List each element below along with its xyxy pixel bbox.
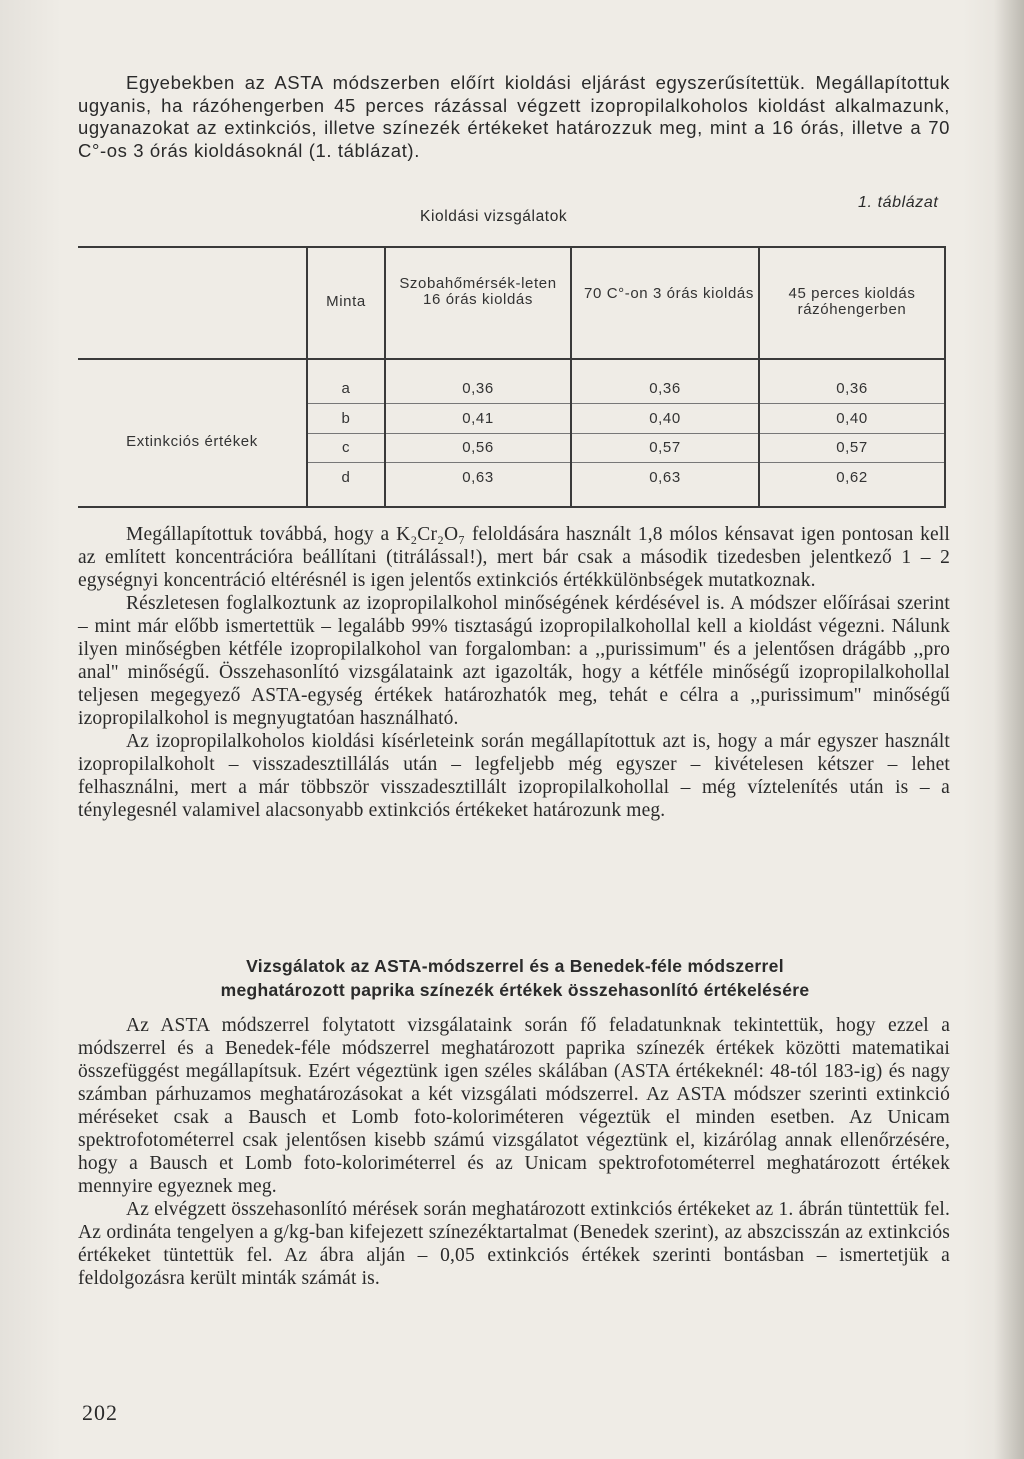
table-cell: a xyxy=(341,380,351,397)
col-divider xyxy=(570,246,572,508)
paragraph: Az elvégzett összehasonlító mérések során meghatározott extinkciós értékeket az 1. ábrán tüntettük fel. Az ordináta tengelyen a g/kg-ban kifejezett színezéktartalmat (Benedek szerint), az abszcisszán az extinkciós értékeket tüntettük fel. Az ábra alján – 0,05 extinkciós értékek szerinti bontásban – ismertetjük a feldolgozásra került minták számát is. xyxy=(78,1199,950,1289)
table-cell: 0,57 xyxy=(836,439,868,456)
table-cell: 0,36 xyxy=(649,380,681,397)
paragraph: Az izopropilalkoholos kioldási kísérleteink során megállapítottuk azt is, hogy a már egyszer használt izopropilalkoholt – visszadesztillálás után – legfeljebb még egyszer – kivételesen kétszer – lehet felhasználni, mert a már többször visszadesztillált izopropilalkohollal – még víztelenítés után is – a ténylegesnél valamivel alacsonyabb extinkciós értékeket határozunk meg. xyxy=(78,731,950,821)
table-cell: 0,63 xyxy=(462,469,494,486)
section-heading xyxy=(100,954,930,1002)
table-cell: 0,63 xyxy=(649,469,681,486)
table-cell: 0,41 xyxy=(462,410,494,427)
intro-text: Egyebekben az ASTA módszerben előírt kioldási eljárást egyszerűsítettük. Megállapítottuk ugyanis, ha rázóhengerben 45 perces rázással végzett izopropilalkoholos kioldást alkalmazunk, ugyanazokat az extinkciós, illetve színezék értékeket határozzuk meg, mint a 16 órás, illetve a 70 C°-os 3 órás kioldásoknál (1. táblázat). xyxy=(78,72,950,161)
table-cell: b xyxy=(341,410,351,427)
table-cell: 0,36 xyxy=(462,380,494,397)
header-minta: Minta xyxy=(326,293,366,310)
header-70c: 70 C°-on 3 órás kioldás xyxy=(584,285,754,302)
table-cell: 0,40 xyxy=(836,410,868,427)
table-bottom-rule xyxy=(78,506,946,508)
col-divider xyxy=(384,246,386,508)
page-number: 202 xyxy=(82,1400,118,1425)
table-cell: d xyxy=(341,469,351,486)
intro-paragraph xyxy=(78,72,950,162)
page-edge-shadow xyxy=(994,0,1024,1459)
paragraph: Részletesen foglalkoztunk az izopropilalkohol minőségének kérdésével is. A módszer előírásai szerint – mint már előbb ismertettük – legalább 99% tisztaságú izopropilalkohollal kell a kioldást végezni. Nálunk ilyen minőségben kétféle izopropilalkohol van forgalomban: a ,,purissimum'' és a jelentősen drágább ,,pro anal'' minőségű. Összehasonlító vizsgálataink azt igazolták, hogy a kétféle minőségű izopropilalkohollal teljesen megegyező ASTA-egység értékek határozhatók meg, tehát e célra a ,,purissimum'' minőségű izopropilalkohol is megnyugtatóan használható. xyxy=(78,593,950,729)
extinction-table xyxy=(78,246,946,508)
row-divider xyxy=(308,433,944,434)
table-cell: 0,57 xyxy=(649,439,681,456)
table-header-rule xyxy=(78,358,946,360)
row-label-extinction: Extinkciós értékek xyxy=(126,433,258,450)
row-divider xyxy=(308,403,944,404)
table-cell: 0,62 xyxy=(836,469,868,486)
body-section-2 xyxy=(78,523,950,822)
col-divider xyxy=(306,246,308,508)
header-45min: 45 perces kioldás rázóhengerben xyxy=(788,285,916,318)
paragraph: Megállapítottuk továbbá, hogy a K₂Cr₂O₇ feloldására használt 1,8 mólos kénsavat igen pontosan kell az említett koncentrációra beállítani (titrálással!), mert bár csak a második tizedesben jelentkező 1 – 2 egységnyi koncentráció eltérésnél is igen jelentős extinkciós értékkülönbségek mutatkoznak. xyxy=(78,524,950,591)
heading-line: meghatározott paprika színezék értékek összehasonlító értékelésére xyxy=(220,980,810,1000)
table-cell: 0,56 xyxy=(462,439,494,456)
table-cell: 0,36 xyxy=(836,380,868,397)
header-room-temp: Szobahőmérsék-leten 16 órás kioldás xyxy=(399,275,557,308)
table-cell: c xyxy=(341,439,351,456)
table-cell: 0,40 xyxy=(649,410,681,427)
table-number: 1. táblázat xyxy=(858,194,939,211)
heading-line: Vizsgálatok az ASTA-módszerrel és a Benedek-féle módszerrel xyxy=(246,956,784,976)
table-title: Kioldási vizsgálatok xyxy=(420,208,568,225)
col-divider xyxy=(758,246,760,508)
table-top-rule xyxy=(78,246,946,248)
row-divider xyxy=(308,462,944,463)
col-divider xyxy=(944,246,946,508)
paragraph: Az ASTA módszerrel folytatott vizsgálataink során fő feladatunknak tekintettük, hogy ezzel a módszerrel és a Benedek-féle módszerrel meghatározott paprika színezék értékek közötti matematikai összefüggést megállapítsuk. Ezért végeztünk igen széles skálában (ASTA értékeknél: 48-tól 183-ig) és nagy számban párhuzamos meghatározásokat a két vizsgálati módszerrel. Az ASTA módszer szerinti extinkció méréseket csak a Bausch et Lomb foto-koloriméteren végeztük el minden esetben. Az Unicam spektrofotométerrel csak jelentősen kisebb számú vizsgálatot végeztünk el, kizárólag annak ellenőrzésére, hogy a Bausch et Lomb foto-koloriméterrel és az Unicam spektrofotométerrel meghatározott értékek mennyire egyeznek meg. xyxy=(78,1015,950,1197)
body-section-3 xyxy=(78,1014,950,1290)
